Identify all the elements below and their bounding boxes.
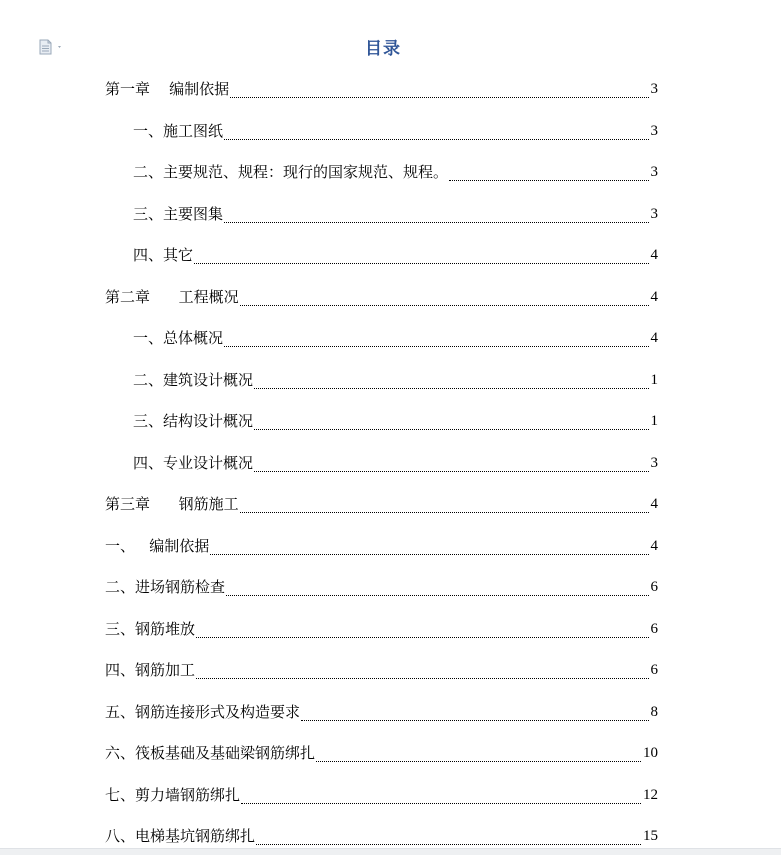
- toc-entry-label: 四、钢筋加工: [105, 661, 196, 679]
- toc-entry-label: 一、 编制依据: [105, 536, 210, 555]
- toc-entry[interactable]: [105, 650, 658, 690]
- toc-entry[interactable]: [105, 526, 658, 566]
- toc-entry[interactable]: [133, 318, 658, 358]
- toc-entry-label: 第二章 工程概况: [105, 287, 239, 306]
- toc-entry-label: 二、主要规范、规程：现行的国家规范、规程。: [133, 163, 449, 181]
- toc-entry-page-number: 4: [650, 330, 658, 346]
- toc-entry-label: 二、建筑设计概况: [133, 370, 254, 389]
- toc-entry[interactable]: [133, 152, 658, 192]
- toc-entry-label: 三、主要图集: [133, 204, 224, 223]
- toc-entry[interactable]: [133, 235, 658, 275]
- toc-entry-label: 四、其它: [133, 246, 194, 264]
- toc-entry[interactable]: [133, 443, 658, 483]
- toc-dot-leader: [240, 301, 649, 306]
- toc-entry-page-number: 6: [650, 579, 658, 595]
- toc-entry-page-number: 6: [650, 662, 658, 678]
- toc-entry-page-number: 3: [650, 81, 658, 97]
- toc-dot-leader: [254, 425, 648, 430]
- toc-dot-leader: [196, 633, 648, 638]
- page-title: 目录: [365, 39, 401, 59]
- toc-dot-leader: [210, 550, 648, 555]
- toc-entry[interactable]: [105, 484, 658, 524]
- toc-dot-leader: [316, 757, 641, 762]
- toc-entry-page-number: 4: [650, 288, 658, 305]
- toc-dot-leader: [194, 259, 648, 264]
- toc-dot-leader: [241, 799, 641, 804]
- toc-entry-label: 五、钢筋连接形式及构造要求: [105, 702, 301, 721]
- toc-entry[interactable]: [133, 194, 658, 234]
- toc-dot-leader: [224, 135, 648, 140]
- toc-dot-leader: [301, 716, 648, 721]
- toc-entry-label: 三、钢筋堆放: [105, 619, 196, 638]
- toc-entry[interactable]: [105, 733, 658, 773]
- toc-entry-label: 六、筏板基础及基础梁钢筋绑扎: [105, 744, 316, 762]
- toc-entry-label: 第三章 钢筋施工: [105, 495, 239, 513]
- toc-entry-label: 一、施工图纸: [133, 121, 224, 140]
- toc-entry-page-number: 4: [650, 247, 658, 263]
- toc-entry-label: 一、总体概况: [133, 329, 224, 347]
- toc-entry-page-number: 12: [643, 786, 658, 803]
- toc-dot-leader: [224, 342, 648, 347]
- toc-dot-leader: [230, 93, 648, 98]
- toc-entry-page-number: 3: [650, 454, 658, 471]
- toc-entry-label: 七、剪力墙钢筋绑扎: [105, 785, 241, 804]
- toc-entry[interactable]: [105, 692, 658, 732]
- toc-entry-page-number: 6: [650, 620, 658, 637]
- toc-dot-leader: [449, 176, 648, 181]
- toc-entry[interactable]: [105, 609, 658, 649]
- toc-entry[interactable]: [133, 401, 658, 441]
- toc-entry-page-number: 3: [650, 122, 658, 139]
- toc-dot-leader: [256, 840, 641, 845]
- toc-entry-page-number: 3: [650, 205, 658, 222]
- toc-entry[interactable]: [105, 775, 658, 815]
- toc-entry[interactable]: [133, 360, 658, 400]
- toc-dot-leader: [196, 674, 648, 679]
- toc-entry-label: 三、结构设计概况: [133, 412, 254, 430]
- toc-dot-leader: [226, 591, 648, 596]
- toc-entry-label: 二、进场钢筋检查: [105, 578, 226, 596]
- toc-dot-leader: [254, 467, 648, 472]
- toc-entry[interactable]: [133, 111, 658, 151]
- toc-dot-leader: [224, 218, 648, 223]
- toc-entry-page-number: 1: [650, 371, 658, 388]
- toc-entry[interactable]: [105, 277, 658, 317]
- toc-entry[interactable]: [105, 567, 658, 607]
- toc-entry[interactable]: [105, 69, 658, 109]
- toc-dot-leader: [240, 508, 649, 513]
- toc-entry-page-number: 8: [650, 703, 658, 720]
- toc-entry-page-number: 3: [650, 164, 658, 180]
- toc-entry-label: 四、专业设计概况: [133, 453, 254, 472]
- toc-entry-page-number: 1: [650, 413, 658, 429]
- toc-entry-label: 第一章 编制依据: [105, 80, 230, 98]
- toc-entry-page-number: 10: [643, 745, 658, 761]
- toc-entry-page-number: 4: [650, 496, 658, 512]
- toc-entry-page-number: 4: [650, 537, 658, 554]
- toc-dot-leader: [254, 384, 648, 389]
- bottom-scrollbar[interactable]: [0, 848, 781, 855]
- toc-entry-page-number: 15: [643, 828, 658, 844]
- toc-entry-label: 八、电梯基坑钢筋绑扎: [105, 827, 256, 845]
